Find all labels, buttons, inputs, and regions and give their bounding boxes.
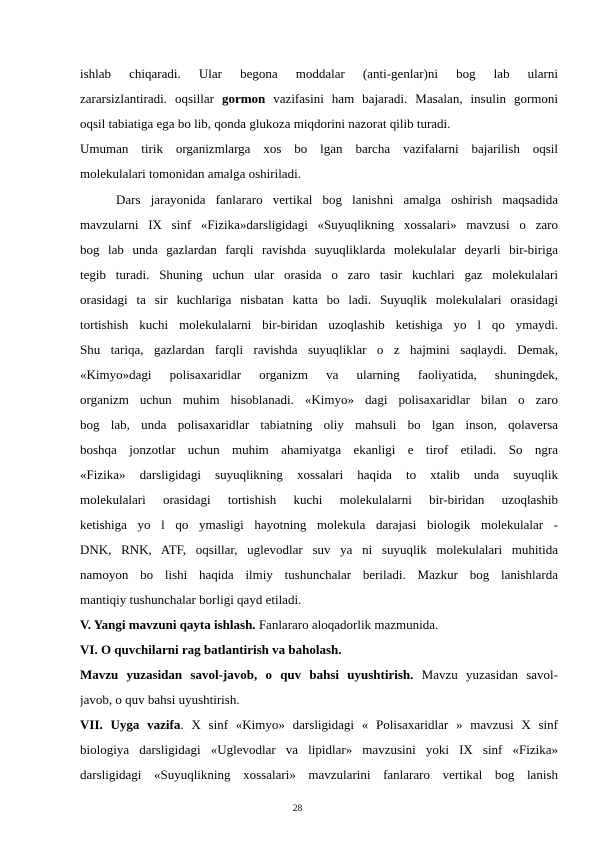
text-line: biologiya darsligidagi «Uglevodlar va lipidlar» mavzusini yoki IX sinf «Fizika» bbox=[80, 742, 558, 757]
text-line: molekulalari orasidagi tortishish kuchi molekulalarni bir-biridan uzoqlashib bbox=[80, 492, 558, 507]
bold-term: gormon bbox=[221, 91, 266, 106]
text-line: zararsizlantiradi. oqsillar gormon vazifasini ham bajaradi. Masalan, insulin gormoni bbox=[80, 91, 558, 106]
text-line: bog lab, unda polisaxaridlar tabiatning oliy mahsuli bo lgan inson, qolaversa bbox=[80, 417, 558, 432]
text-line: ketishiga yo l qo ymasligi hayotning molekula darajasi biologik molekulalar - bbox=[80, 517, 558, 532]
heading-bold: V. Yangi mavzuni qayta ishlash. bbox=[80, 617, 256, 632]
text-line: «Fizika» darsligidagi suyuqlikning xossalari haqida to xtalib unda suyuqlik bbox=[80, 467, 558, 482]
heading-bold: VII. Uyga vazifa bbox=[80, 717, 181, 732]
text-line: tegib turadi. Shuning uchun ular orasida o zaro tasir kuchlari gaz molekulalari bbox=[80, 267, 558, 282]
text-line: namoyon bo lishi haqida ilmiy tushunchalar beriladi. Mazkur bog lanishlarda bbox=[80, 567, 558, 582]
section-heading: Mavzu yuzasidan savol-javob, o quv bahsi uyushtirish. Mavzu yuzasidan savol- bbox=[80, 667, 558, 682]
text-line: ishlab chiqaradi. Ular begona moddalar (anti-genlar)ni bog lab ularni bbox=[80, 66, 558, 81]
text-line: Dars jarayonida fanlararo vertikal bog lanishni amalga oshirish maqsadida bbox=[116, 192, 558, 207]
text-line: Shu tariqa, gazlardan farqli ravishda suyuqliklar o z hajmini saqlaydi. Demak, bbox=[80, 342, 558, 357]
text-line: molekulalari tomonidan amalga oshiriladi. bbox=[80, 166, 301, 181]
text-line: oqsil tabiatiga ega bo lib, qonda glukoza miqdorini nazorat qilib turadi. bbox=[80, 116, 451, 131]
text-line: bog lab unda gazlardan farqli ravishda suyuqliklarda molekulalar deyarli bir-biriga bbox=[80, 242, 558, 257]
text-line: orasidagi ta sir kuchlariga nisbatan katta bo ladi. Suyuqlik molekulalari orasidagi bbox=[80, 292, 558, 307]
heading-bold: VI. O quvchilarni rag batlantirish va baholash. bbox=[80, 642, 342, 657]
text-line: tortishish kuchi molekulalarni bir-biridan uzoqlashib ketishiga yo l qo ymaydi. bbox=[80, 317, 558, 332]
text-line: boshqa jonzotlar uchun muhim ahamiyatga ekanligi e tirof etiladi. So ngra bbox=[80, 442, 558, 457]
section-heading: VII. Uyga vazifa. X sinf «Kimyo» darsligidagi « Polisaxaridlar » mavzusi X sinf bbox=[80, 717, 558, 732]
text-line: javob, o quv bahsi uyushtirish. bbox=[80, 692, 240, 707]
page-number: 28 bbox=[292, 804, 303, 814]
text-line: darsligidagi «Suyuqlikning xossalari» mavzularini fanlararo vertikal bog lanish bbox=[80, 767, 558, 782]
text-line: mavzularni IX sinf «Fizika»darsligidagi «Suyuqlikning xossalari» mavzusi o zaro bbox=[80, 217, 558, 232]
text-line: mantiqiy tushunchalar borligi qayd etiladi. bbox=[80, 592, 302, 607]
section-heading: V. Yangi mavzuni qayta ishlash. Fanlararo aloqadorlik mazmunida. bbox=[80, 617, 439, 632]
text-line: Umuman tirik organizmlarga xos bo lgan barcha vazifalarni bajarilish oqsil bbox=[80, 141, 558, 156]
heading-bold: Mavzu yuzasidan savol-javob, o quv bahsi uyushtirish. bbox=[80, 667, 414, 682]
section-heading bbox=[80, 641, 558, 658]
text-line: «Kimyo»dagi polisaxaridlar organizm va ularning faoliyatida, shuningdek, bbox=[80, 367, 558, 382]
text-line: organizm uchun muhim hisoblanadi. «Kimyo» dagi polisaxaridlar bilan o zaro bbox=[80, 392, 558, 407]
text-line: DNK, RNK, ATF, oqsillar, uglevodlar suv ya ni suyuqlik molekulalari muhitida bbox=[80, 542, 558, 557]
